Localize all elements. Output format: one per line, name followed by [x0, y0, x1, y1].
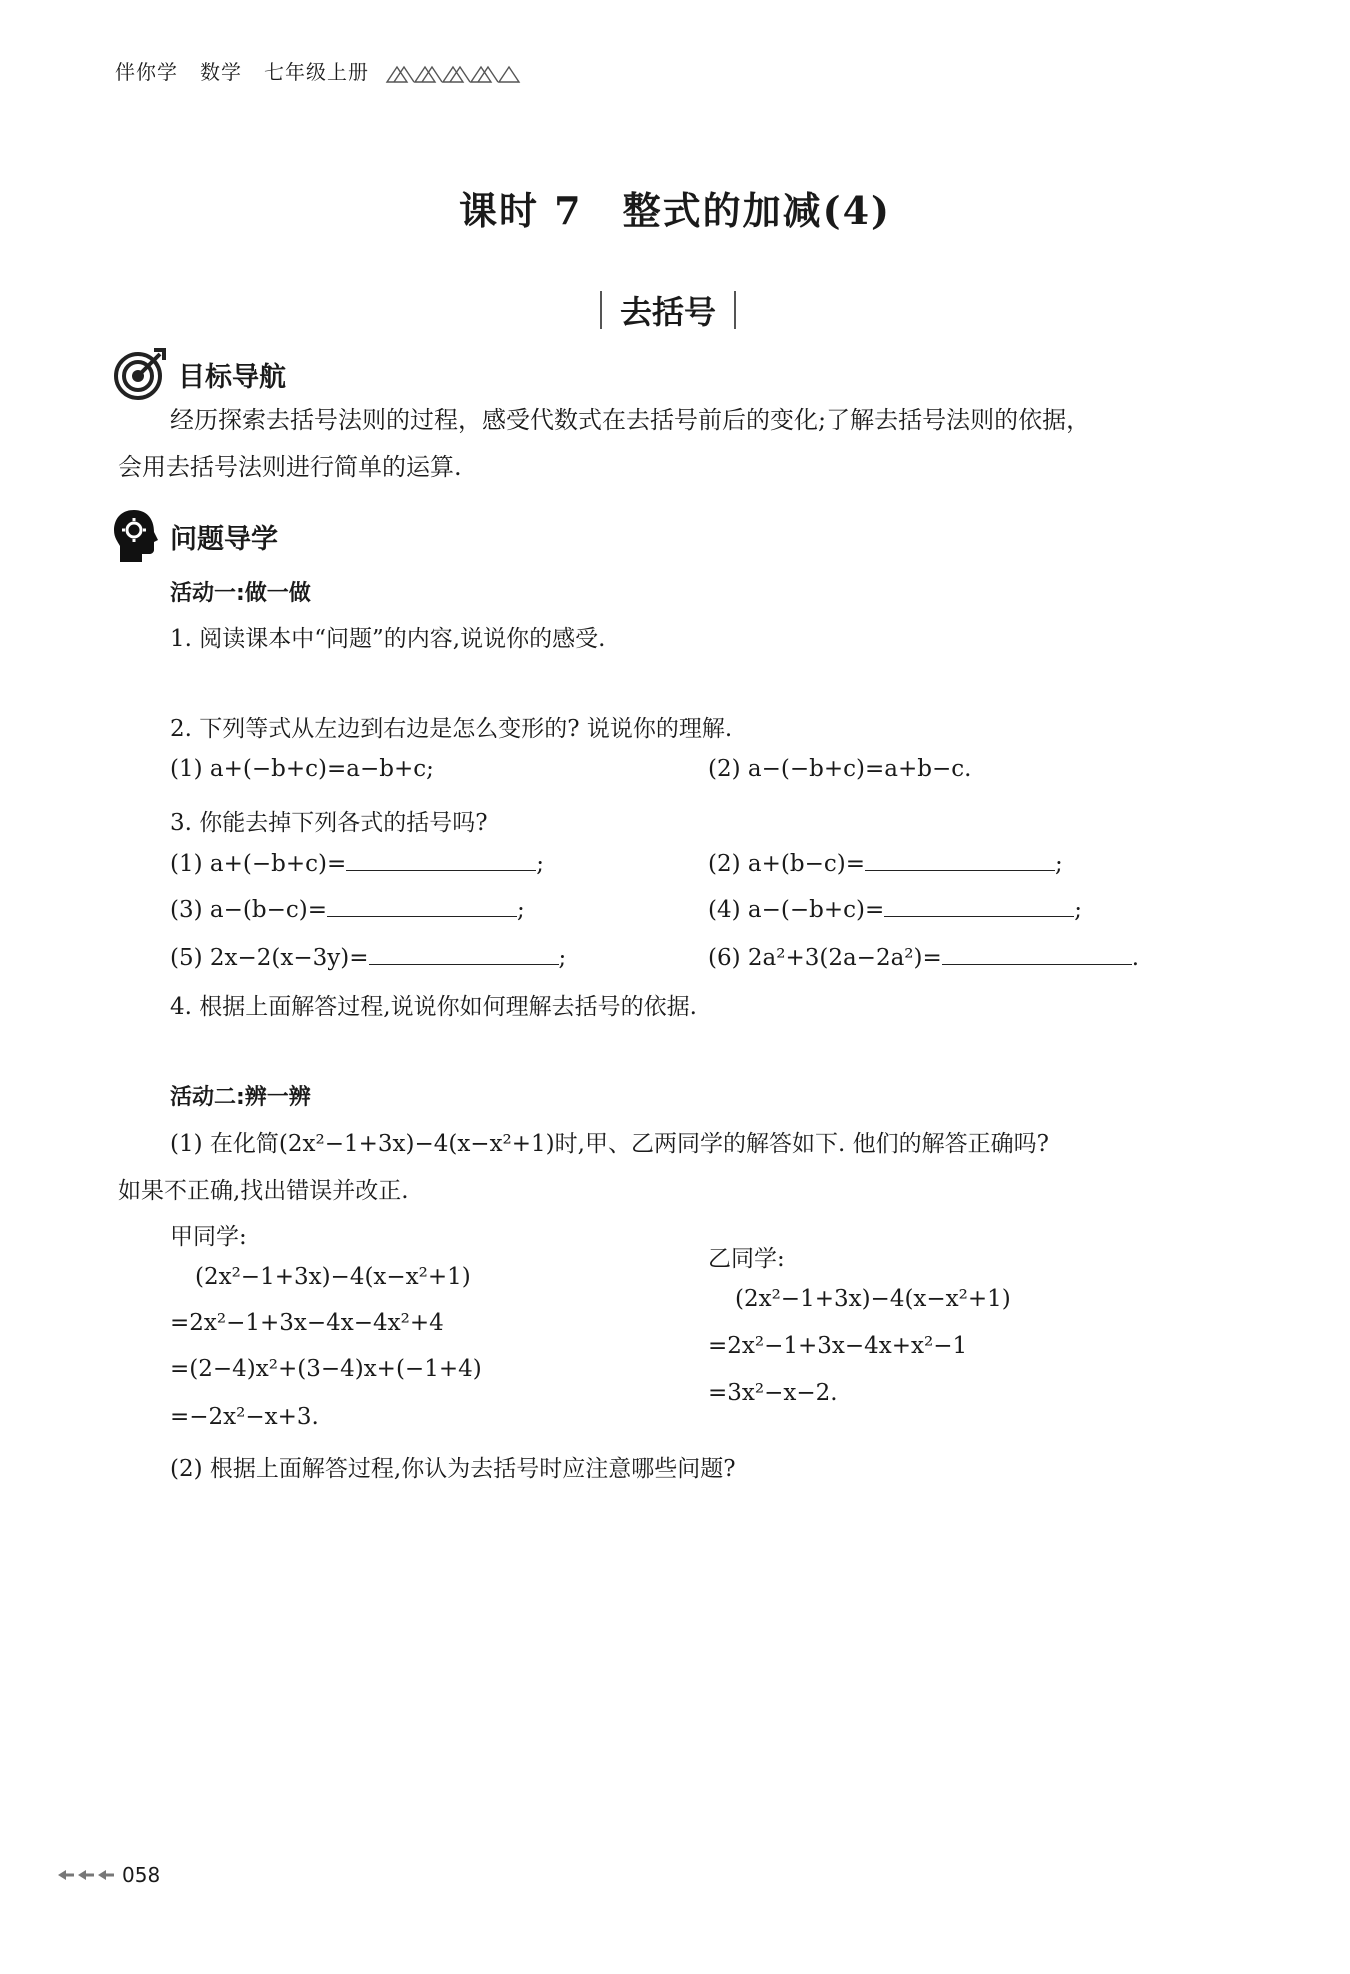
- activity2-problem-1-line2: 如果不正确,找出错误并改正.: [118, 1178, 409, 1204]
- q3-item-4-end: ;: [1074, 897, 1082, 923]
- page-footer: [58, 1863, 160, 1887]
- q3-item-1-end: ;: [536, 851, 544, 877]
- goals-heading: [112, 346, 286, 402]
- student-a-name: 甲同学:: [170, 1224, 247, 1250]
- q3-item-2: [708, 848, 1063, 877]
- q3-item-5-end: ;: [558, 945, 567, 971]
- activity2-title: 活动二:辨一辨: [170, 1085, 311, 1110]
- goals-text-line1: 经历探索去括号法则的过程，感受代数式在去括号前后的变化;了解去括号法则的依据，: [170, 406, 1091, 434]
- lesson-name: 整式的加减(4): [622, 188, 892, 233]
- goals-text-line2: 会用去括号法则进行简单的运算.: [118, 453, 462, 481]
- triangle-decoration-icon: [385, 64, 525, 84]
- activity1-question-3: 3. 你能去掉下列各式的括号吗?: [170, 810, 488, 836]
- lesson-number: 课时 7: [458, 188, 583, 233]
- guide-heading-label: 问题导学: [170, 523, 278, 555]
- answer-blank-6[interactable]: [942, 942, 1132, 965]
- q3-item-3-end: ;: [516, 897, 525, 923]
- grade-name: 七年级上册: [264, 60, 369, 84]
- answer-blank-3[interactable]: [327, 894, 517, 917]
- activity1-question-2: 2. 下列等式从左边到右边是怎么变形的? 说说你的理解.: [170, 716, 733, 742]
- q3-item-3-expr: (3) a−(b−c)=: [170, 897, 327, 923]
- answer-blank-4[interactable]: [884, 894, 1074, 917]
- answer-blank-1[interactable]: [346, 848, 536, 871]
- q2-item-1: (1) a+(−b+c)=a−b+c;: [170, 756, 434, 782]
- student-b-step-2: =2x²−1+3x−4x+x²−1: [708, 1333, 968, 1359]
- q2-item-2: (2) a−(−b+c)=a+b−c.: [708, 756, 972, 782]
- q3-item-3: [170, 894, 525, 923]
- q3-item-4-expr: (4) a−(−b+c)=: [708, 897, 885, 923]
- student-b-step-3: =3x²−x−2.: [708, 1380, 838, 1406]
- activity1-title: 活动一:做一做: [170, 581, 311, 606]
- q3-item-6: [708, 942, 1139, 971]
- q3-item-6-expr: (6) 2a²+3(2a−2a²)=: [708, 945, 942, 971]
- q3-item-1: [170, 848, 544, 877]
- student-a-step-4: =−2x²−x+3.: [170, 1404, 319, 1430]
- student-a-step-3: =(2−4)x²+(3−4)x+(−1+4): [170, 1356, 482, 1382]
- answer-blank-2[interactable]: [865, 848, 1055, 871]
- student-b-name: 乙同学:: [708, 1246, 785, 1272]
- q3-item-6-end: .: [1131, 945, 1140, 971]
- activity2-problem-2: (2) 根据上面解答过程,你认为去括号时应注意哪些问题?: [170, 1456, 736, 1482]
- q3-item-1-expr: (1) a+(−b+c)=: [170, 851, 347, 877]
- target-icon: [112, 346, 168, 402]
- lesson-title: [0, 180, 1350, 235]
- section-title: [600, 287, 736, 331]
- running-header: [115, 56, 525, 85]
- arrow-decoration-icon: [58, 1868, 116, 1882]
- student-a-step-1: (2x²−1+3x)−4(x−x²+1): [195, 1264, 471, 1290]
- activity1-question-4: 4. 根据上面解答过程,说说你如何理解去括号的依据.: [170, 994, 697, 1020]
- student-a-step-2: =2x²−1+3x−4x−4x²+4: [170, 1310, 444, 1336]
- q3-item-5-expr: (5) 2x−2(x−3y)=: [170, 945, 369, 971]
- q3-item-2-expr: (2) a+(b−c)=: [708, 851, 865, 877]
- activity2-problem-1-line1: (1) 在化简(2x²−1+3x)−4(x−x²+1)时,甲、乙两同学的解答如下. 他们的解答正确吗?: [170, 1131, 1049, 1157]
- series-name: 伴你学: [115, 60, 178, 84]
- head-gear-icon: [112, 508, 160, 564]
- subject-name: 数学: [200, 60, 242, 84]
- answer-blank-5[interactable]: [369, 942, 559, 965]
- goals-heading-label: 目标导航: [178, 361, 286, 393]
- q3-item-4: [708, 894, 1082, 923]
- page-number: 058: [122, 1863, 161, 1887]
- student-b-step-1: (2x²−1+3x)−4(x−x²+1): [735, 1286, 1011, 1312]
- guide-heading: [112, 508, 278, 564]
- q3-item-5: [170, 942, 566, 971]
- q3-item-2-end: ;: [1054, 851, 1063, 877]
- section-title-text: 去括号: [620, 293, 717, 331]
- activity1-question-1: 1. 阅读课本中“问题”的内容,说说你的感受.: [170, 626, 606, 652]
